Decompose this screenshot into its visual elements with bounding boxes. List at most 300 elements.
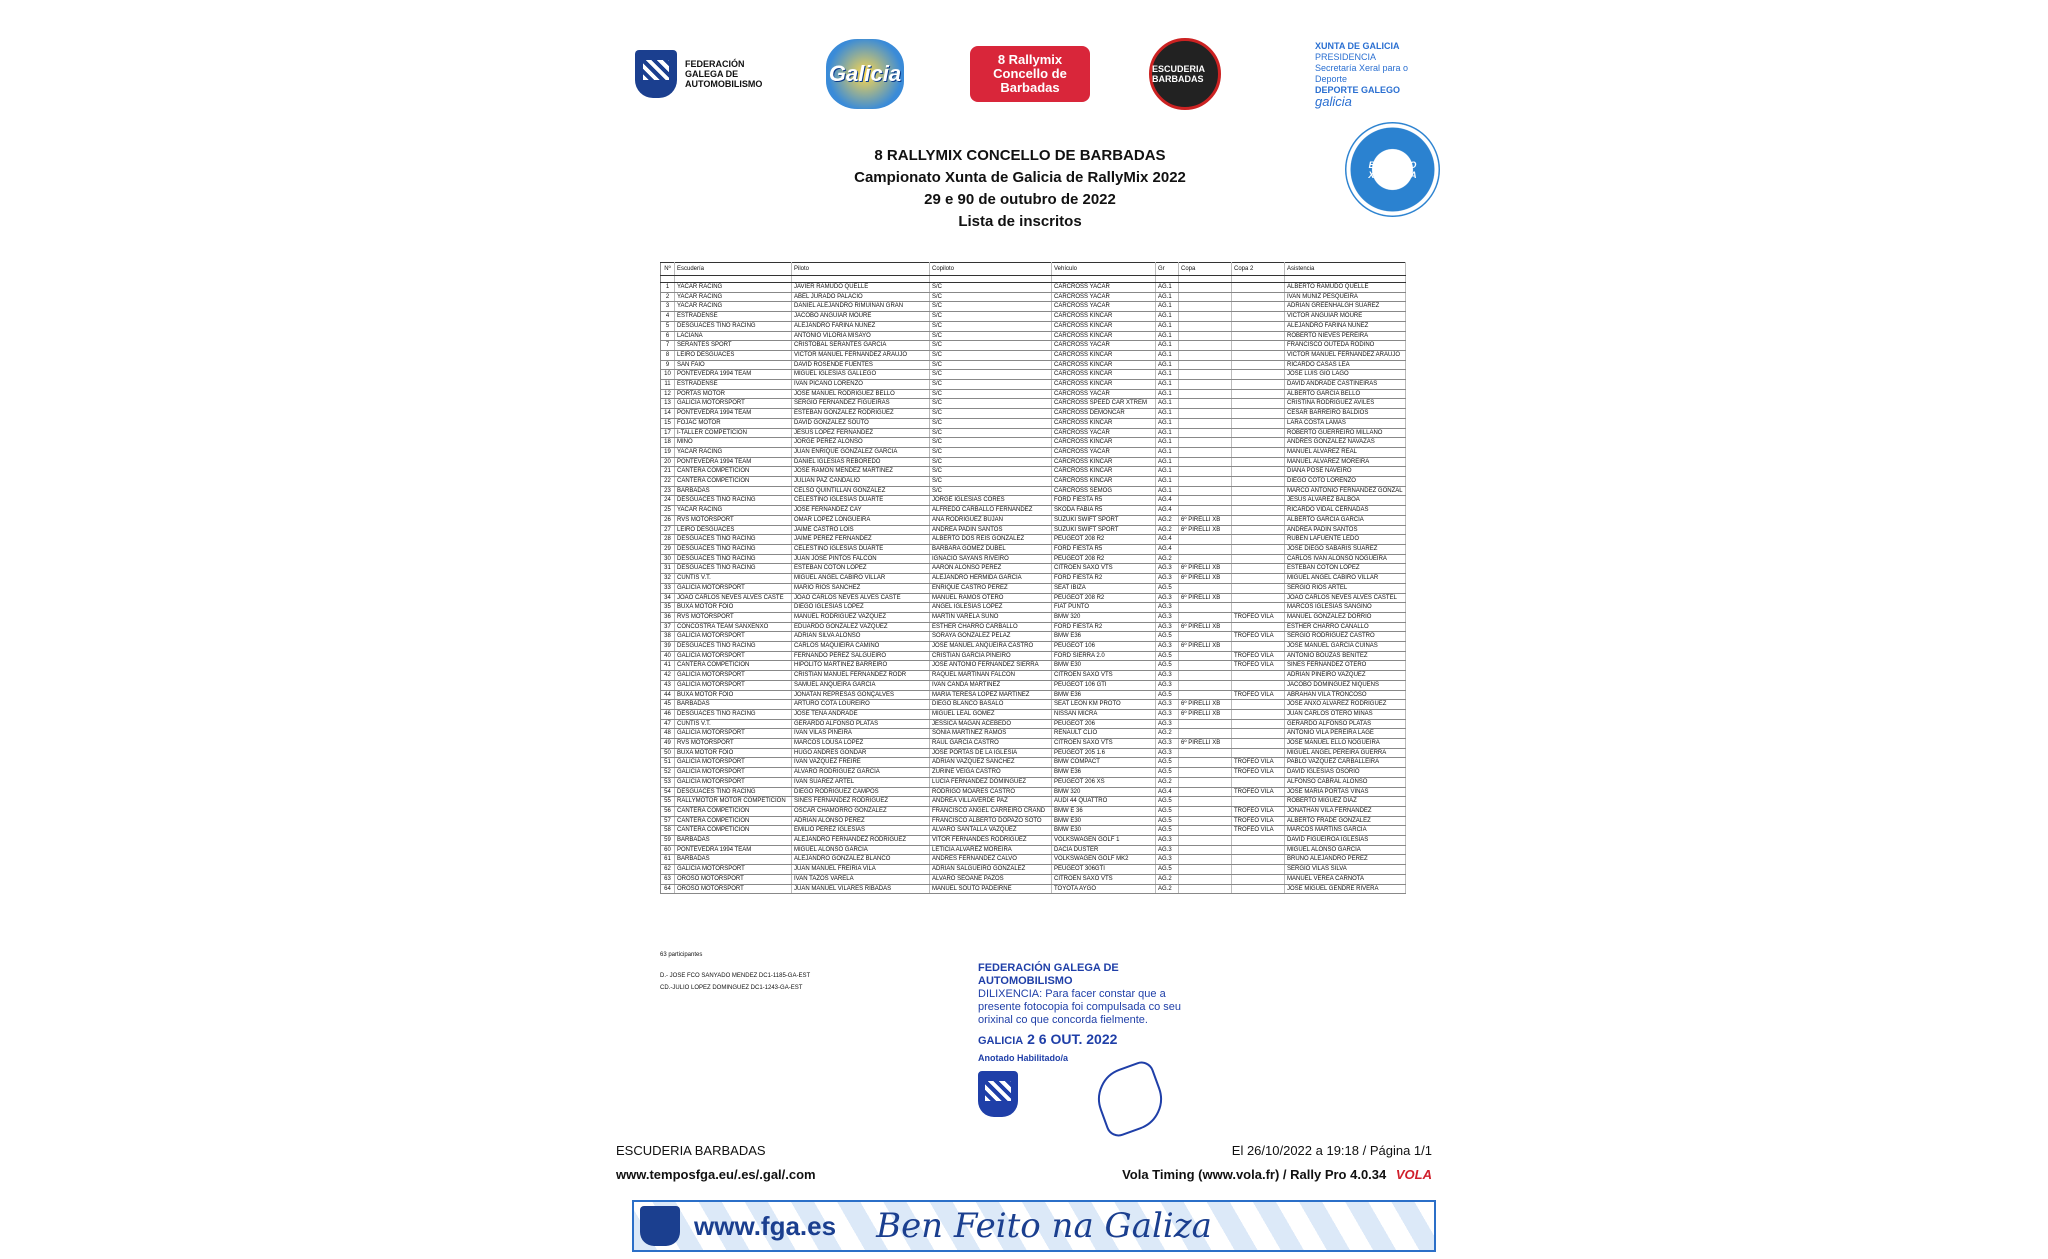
cell-asistencia: ADRIAN PIÑEIRO VAZQUEZ xyxy=(1285,671,1406,681)
cell-gr: AG.5 xyxy=(1156,583,1179,593)
table-row xyxy=(661,428,1406,438)
table-row xyxy=(661,612,1406,622)
cell-no: 3 xyxy=(661,302,675,312)
cell-vehiculo: CARCROSS KINCAR xyxy=(1052,438,1156,448)
table-row xyxy=(661,447,1406,457)
table-row xyxy=(661,884,1406,894)
cell-copiloto: S/C xyxy=(930,399,1052,409)
cell-copa2 xyxy=(1232,447,1285,457)
cell-copa xyxy=(1179,389,1232,399)
cell-vehiculo: SUZUKI SWIFT SPORT xyxy=(1052,525,1156,535)
footer-printed-date: El 26/10/2022 a 19:18 / Página 1/1 xyxy=(1231,1143,1432,1158)
cell-no: 25 xyxy=(661,506,675,516)
cell-copiloto: JOSE MANUEL ANQUEIRA CASTRO xyxy=(930,642,1052,652)
cell-asistencia: JOSE ANXO ALVAREZ RODRIGUEZ xyxy=(1285,700,1406,710)
cell-copiloto: S/C xyxy=(930,331,1052,341)
cell-copa xyxy=(1179,409,1232,419)
cell-copiloto: JOSE ANTONIO FERNANDEZ SIERRA xyxy=(930,661,1052,671)
cell-no: 44 xyxy=(661,690,675,700)
cell-copa xyxy=(1179,874,1232,884)
cell-copa: 6º PIRELLI XB xyxy=(1179,739,1232,749)
cell-no: 19 xyxy=(661,447,675,457)
cell-no: 22 xyxy=(661,477,675,487)
cell-copiloto: S/C xyxy=(930,312,1052,322)
cell-vehiculo: AUDI 44 QUATTRO xyxy=(1052,797,1156,807)
cell-no: 4 xyxy=(661,312,675,322)
cell-no: 58 xyxy=(661,826,675,836)
cell-piloto: CRISTIAN MANUEL FERNANDEZ RODR xyxy=(792,671,930,681)
cell-gr: AG.5 xyxy=(1156,865,1179,875)
cell-copa2 xyxy=(1232,564,1285,574)
cell-copiloto: S/C xyxy=(930,428,1052,438)
sponsor-logos xyxy=(625,38,1425,118)
cell-escuderia: DESGUACES TINO RACING xyxy=(675,321,792,331)
cell-gr: AG.1 xyxy=(1156,360,1179,370)
cell-copa xyxy=(1179,884,1232,894)
cell-escuderia: BARBADAS xyxy=(675,486,792,496)
cell-escuderia: ESTRADENSE xyxy=(675,380,792,390)
cell-escuderia: GALICIA MOTORSPORT xyxy=(675,399,792,409)
cell-copiloto: S/C xyxy=(930,389,1052,399)
cell-asistencia: ROBERTO MIGUEZ DIAZ xyxy=(1285,797,1406,807)
cell-escuderia: OROSO MOTORSPORT xyxy=(675,874,792,884)
header-asistencia: Asistencia xyxy=(1285,263,1406,276)
cell-asistencia: JOSE MIGUEL GENDRE RIVERA xyxy=(1285,884,1406,894)
cell-piloto: MANUEL RODRIGUEZ VAZQUEZ xyxy=(792,612,930,622)
header-no: Nº xyxy=(661,263,675,276)
cell-vehiculo: PEUGEOT 106 xyxy=(1052,642,1156,652)
cell-vehiculo: PEUGEOT 205 1.6 xyxy=(1052,748,1156,758)
cell-copa xyxy=(1179,806,1232,816)
cell-copa: 6º PIRELLI XB xyxy=(1179,700,1232,710)
table-row xyxy=(661,467,1406,477)
cell-gr: AG.1 xyxy=(1156,341,1179,351)
cell-copa: 6º PIRELLI XB xyxy=(1179,564,1232,574)
cell-copa2 xyxy=(1232,321,1285,331)
cell-copa2 xyxy=(1232,438,1285,448)
official-2: CD.-JULIO LOPEZ DOMINGUEZ DC1-1243-GA-EST xyxy=(660,985,803,991)
cell-escuderia: GALICIA MOTORSPORT xyxy=(675,865,792,875)
cell-vehiculo: CARCROSS KINCAR xyxy=(1052,331,1156,341)
table-row xyxy=(661,350,1406,360)
cell-vehiculo: CARCROSS YACAR xyxy=(1052,447,1156,457)
cell-copiloto: ZURIÑE VEIGA CASTRO xyxy=(930,768,1052,778)
cell-copa2 xyxy=(1232,855,1285,865)
event-title: 8 RALLYMIX CONCELLO DE BARBADAS xyxy=(874,147,1166,164)
cell-no: 15 xyxy=(661,418,675,428)
cell-vehiculo: CARCROSS SPEED CAR XTREM xyxy=(1052,399,1156,409)
cell-copa2 xyxy=(1232,748,1285,758)
cell-copiloto: FRANCISCO ALBERTO DOPAZO SOTO xyxy=(930,816,1052,826)
cell-copiloto: S/C xyxy=(930,292,1052,302)
cell-asistencia: JESUS ALVAREZ BALBOA xyxy=(1285,496,1406,506)
cell-gr: AG.4 xyxy=(1156,496,1179,506)
cell-no: 59 xyxy=(661,836,675,846)
cell-copiloto: S/C xyxy=(930,477,1052,487)
cell-asistencia: PABLO VAZQUEZ CARBALLEIRA xyxy=(1285,758,1406,768)
cell-piloto: MIGUEL ALONSO GARCIA xyxy=(792,845,930,855)
cell-gr: AG.3 xyxy=(1156,671,1179,681)
cell-vehiculo: CARCROSS KINCAR xyxy=(1052,418,1156,428)
cell-gr: AG.3 xyxy=(1156,709,1179,719)
cell-copa xyxy=(1179,438,1232,448)
cell-no: 9 xyxy=(661,360,675,370)
cell-copiloto: ALEJANDRO HERMIDA GARCIA xyxy=(930,574,1052,584)
cell-no: 38 xyxy=(661,632,675,642)
table-row xyxy=(661,535,1406,545)
cell-no: 5 xyxy=(661,321,675,331)
cell-gr: AG.5 xyxy=(1156,758,1179,768)
cell-piloto: MARCOS LOUSA LOPEZ xyxy=(792,739,930,749)
cell-copiloto: S/C xyxy=(930,457,1052,467)
cell-copiloto: ALVARO SANTALLA VAZQUEZ xyxy=(930,826,1052,836)
cell-copa xyxy=(1179,836,1232,846)
cell-piloto: JOSE MANUEL RODRIGUEZ BELLO xyxy=(792,389,930,399)
cell-asistencia: MARCO ANTONIO FERNANDEZ GONZAL xyxy=(1285,486,1406,496)
cell-piloto: JESUS LOPEZ FERNANDEZ xyxy=(792,428,930,438)
cell-copa xyxy=(1179,544,1232,554)
cell-copa xyxy=(1179,719,1232,729)
banner-website: www.fga.es xyxy=(694,1210,837,1241)
cell-vehiculo: CARCROSS KINCAR xyxy=(1052,360,1156,370)
cell-asistencia: MIGUEL ANGEL PEREIRA GUERRA xyxy=(1285,748,1406,758)
cell-copa2 xyxy=(1232,836,1285,846)
championship-title: Campionato Xunta de Galicia de RallyMix 2022 xyxy=(854,169,1186,186)
cell-no: 31 xyxy=(661,564,675,574)
table-row xyxy=(661,680,1406,690)
cell-asistencia: CRISTINA RODRIGUEZ AVILES xyxy=(1285,399,1406,409)
cell-copa2 xyxy=(1232,360,1285,370)
cell-vehiculo: PEUGEOT 208 R2 xyxy=(1052,554,1156,564)
cell-escuderia: GALICIA MOTORSPORT xyxy=(675,729,792,739)
cell-asistencia: JOSE MANUEL GARCIA CUIÑAS xyxy=(1285,642,1406,652)
cell-escuderia: PONTEVEDRA 1994 TEAM xyxy=(675,845,792,855)
rallymix-logo-text: 8 Rallymix Concello de Barbadas xyxy=(970,46,1090,102)
cell-piloto: ADRIAN ALONSO PEREZ xyxy=(792,816,930,826)
table-row xyxy=(661,874,1406,884)
cell-copiloto: DIEGO BLANCO BASALO xyxy=(930,700,1052,710)
cell-copa2 xyxy=(1232,680,1285,690)
cell-vehiculo: PEUGEOT 106 GTI xyxy=(1052,680,1156,690)
cell-gr: AG.1 xyxy=(1156,370,1179,380)
cell-copa xyxy=(1179,321,1232,331)
cell-copa xyxy=(1179,612,1232,622)
cell-piloto: CRISTOBAL SERANTES GARCIA xyxy=(792,341,930,351)
cell-asistencia: MANUEL ALVAREZ MOREIRA xyxy=(1285,457,1406,467)
cell-asistencia: MANUEL VEREA CARNOTA xyxy=(1285,874,1406,884)
cell-gr: AG.3 xyxy=(1156,845,1179,855)
cell-copiloto: MANUEL SOUTO PADEIRNE xyxy=(930,884,1052,894)
table-row xyxy=(661,380,1406,390)
cell-copa: 6º PIRELLI XB xyxy=(1179,515,1232,525)
cell-vehiculo: CARCROSS KINCAR xyxy=(1052,457,1156,467)
table-row xyxy=(661,729,1406,739)
cell-copa xyxy=(1179,797,1232,807)
table-row xyxy=(661,632,1406,642)
cell-copa2 xyxy=(1232,797,1285,807)
cell-gr: AG.2 xyxy=(1156,554,1179,564)
cell-asistencia: MANUEL GONZALEZ DORRIO xyxy=(1285,612,1406,622)
cell-asistencia: MARCOS IGLESIAS SANGINO xyxy=(1285,603,1406,613)
cell-piloto: JAIME PEREZ FERNANDEZ xyxy=(792,535,930,545)
cell-asistencia: ANTONIO VILA PEREIRA LAGE xyxy=(1285,729,1406,739)
cell-gr: AG.3 xyxy=(1156,748,1179,758)
cell-copiloto: IVAN CANDA MARTINEZ xyxy=(930,680,1052,690)
cell-copa2 xyxy=(1232,642,1285,652)
cell-asistencia: SERGIO RODRIGUEZ CASTRO xyxy=(1285,632,1406,642)
table-row xyxy=(661,690,1406,700)
cell-vehiculo: CITROEN SAXO VTS xyxy=(1052,671,1156,681)
cell-copa2 xyxy=(1232,350,1285,360)
cell-copa2 xyxy=(1232,525,1285,535)
cell-copa xyxy=(1179,302,1232,312)
table-spacer-row xyxy=(661,276,1406,283)
cell-asistencia: FRANCISCO OUTEDA RODIÑO xyxy=(1285,341,1406,351)
cell-asistencia: ALBERTO FRADE GONZALEZ xyxy=(1285,816,1406,826)
cell-gr: AG.2 xyxy=(1156,515,1179,525)
event-dates: 29 e 90 de outubro de 2022 xyxy=(924,191,1116,208)
cell-gr: AG.4 xyxy=(1156,787,1179,797)
cell-copa xyxy=(1179,855,1232,865)
cell-copa2 xyxy=(1232,399,1285,409)
cell-piloto: OMAR LOPEZ LONGUEIRA xyxy=(792,515,930,525)
cell-vehiculo: FORD SIERRA 2.0 xyxy=(1052,651,1156,661)
table-row xyxy=(661,661,1406,671)
cell-escuderia: ESTRADENSE xyxy=(675,312,792,322)
cell-escuderia: DESGUACES TINO RACING xyxy=(675,496,792,506)
footer-organizer: ESCUDERIA BARBADAS xyxy=(616,1143,766,1158)
cell-piloto: ANTONIO VILORIA MISAYO xyxy=(792,331,930,341)
cell-copiloto: FRANCISCO ANGEL CARREIRO CRAND xyxy=(930,806,1052,816)
cell-copa: 6º PIRELLI XB xyxy=(1179,622,1232,632)
cell-vehiculo: PEUGEOT 206 xyxy=(1052,719,1156,729)
cell-gr: AG.1 xyxy=(1156,283,1179,293)
table-row xyxy=(661,777,1406,787)
cell-copiloto: S/C xyxy=(930,341,1052,351)
cell-escuderia: SAN FAIO xyxy=(675,360,792,370)
cell-no: 34 xyxy=(661,593,675,603)
table-row xyxy=(661,651,1406,661)
cell-vehiculo: BMW E36 xyxy=(1052,632,1156,642)
cell-gr: AG.1 xyxy=(1156,389,1179,399)
cell-piloto: DANIEL IGLESIAS REBOREDO xyxy=(792,457,930,467)
cell-copa xyxy=(1179,680,1232,690)
header-copa: Copa xyxy=(1179,263,1232,276)
cell-no: 26 xyxy=(661,515,675,525)
cell-no: 43 xyxy=(661,680,675,690)
table-row xyxy=(661,283,1406,293)
table-row xyxy=(661,826,1406,836)
cell-copa2: TROFEO VILA xyxy=(1232,768,1285,778)
table-row xyxy=(661,768,1406,778)
cell-escuderia: DESGUACES TINO RACING xyxy=(675,709,792,719)
cell-asistencia: ANDRES GONZALEZ NAVAZAS xyxy=(1285,438,1406,448)
table-row xyxy=(661,399,1406,409)
cell-copa2: TROFEO VILA xyxy=(1232,787,1285,797)
cell-piloto: SAMUEL ANQUEIRA GARCIA xyxy=(792,680,930,690)
cell-no: 20 xyxy=(661,457,675,467)
cell-copa xyxy=(1179,671,1232,681)
cell-vehiculo: CARCROSS YACAR xyxy=(1052,341,1156,351)
cell-no: 30 xyxy=(661,554,675,564)
cell-no: 49 xyxy=(661,739,675,749)
cell-no: 61 xyxy=(661,855,675,865)
cell-copa2: TROFEO VILA xyxy=(1232,816,1285,826)
cell-gr: AG.3 xyxy=(1156,680,1179,690)
cell-copa xyxy=(1179,380,1232,390)
cell-vehiculo: FIAT PUNTO xyxy=(1052,603,1156,613)
cell-vehiculo: PEUGEOT 206 XS xyxy=(1052,777,1156,787)
cell-piloto: DAVID ROSENDE FUENTES xyxy=(792,360,930,370)
cell-no: 29 xyxy=(661,544,675,554)
cell-gr: AG.2 xyxy=(1156,729,1179,739)
cell-asistencia: SERGIO VILAS SILVA xyxy=(1285,865,1406,875)
cell-vehiculo: SUZUKI SWIFT SPORT xyxy=(1052,515,1156,525)
cell-copa xyxy=(1179,312,1232,322)
cell-escuderia: I-TALLER COMPETICION xyxy=(675,428,792,438)
cell-vehiculo: BMW 320 xyxy=(1052,612,1156,622)
cell-copiloto: S/C xyxy=(930,360,1052,370)
xunta-logo-sub3: DEPORTE GALEGO xyxy=(1315,85,1401,95)
cell-copiloto: MARIA TERESA LOPEZ MARTINEZ xyxy=(930,690,1052,700)
cell-asistencia: ANTONIO BOUZAS BENITEZ xyxy=(1285,651,1406,661)
table-row xyxy=(661,865,1406,875)
cell-no: 37 xyxy=(661,622,675,632)
cell-asistencia: ESTEBAN COTON LOPEZ xyxy=(1285,564,1406,574)
cell-asistencia: IVAN MUÑIZ PESQUEIRA xyxy=(1285,292,1406,302)
cell-no: 64 xyxy=(661,884,675,894)
table-row xyxy=(661,506,1406,516)
cell-piloto: ALEJANDRO FERNANDEZ RODRIGUEZ xyxy=(792,836,930,846)
cell-no: 6 xyxy=(661,331,675,341)
stamp-place: GALICIA xyxy=(978,1035,1024,1047)
cell-gr: AG.3 xyxy=(1156,700,1179,710)
cell-piloto: CELSO QUINTILLAN GONZALEZ xyxy=(792,486,930,496)
cell-vehiculo: BMW E30 xyxy=(1052,661,1156,671)
cell-vehiculo: CARCROSS DEMONCAR xyxy=(1052,409,1156,419)
cell-gr: AG.5 xyxy=(1156,768,1179,778)
cell-gr: AG.5 xyxy=(1156,826,1179,836)
cell-gr: AG.5 xyxy=(1156,797,1179,807)
cell-copa2 xyxy=(1232,486,1285,496)
cell-escuderia: CANTERA COMPETICION xyxy=(675,806,792,816)
cell-gr: AG.5 xyxy=(1156,651,1179,661)
table-row xyxy=(661,312,1406,322)
table-row xyxy=(661,709,1406,719)
cell-no: 23 xyxy=(661,486,675,496)
cell-piloto: IVAN TAZOS VARELA xyxy=(792,874,930,884)
cell-gr: AG.1 xyxy=(1156,428,1179,438)
cell-piloto: HIPOLITO MARTINEZ BARREIRO xyxy=(792,661,930,671)
cell-copiloto: S/C xyxy=(930,467,1052,477)
cell-no: 45 xyxy=(661,700,675,710)
cell-copiloto: S/C xyxy=(930,380,1052,390)
cell-escuderia: CANTERA COMPETICION xyxy=(675,477,792,487)
cell-copa2: TROFEO VILA xyxy=(1232,806,1285,816)
cell-escuderia: GALICIA MOTORSPORT xyxy=(675,583,792,593)
cell-gr: AG.3 xyxy=(1156,642,1179,652)
cell-copa xyxy=(1179,690,1232,700)
cell-copa: 6º PIRELLI XB xyxy=(1179,709,1232,719)
cell-copa2 xyxy=(1232,428,1285,438)
cell-gr: AG.1 xyxy=(1156,302,1179,312)
stamp-title: FEDERACIÓN GALEGA DE AUTOMOBILISMO xyxy=(978,962,1119,987)
rallymix-logo xyxy=(965,38,1095,110)
cell-copa2 xyxy=(1232,729,1285,739)
table-row xyxy=(661,719,1406,729)
cell-copiloto: ANDRES FERNANDEZ CALVO xyxy=(930,855,1052,865)
cell-piloto: ALVARO RODRIGUEZ GARCIA xyxy=(792,768,930,778)
cell-copiloto: JOSE PORTAS DE LA IGLESIA xyxy=(930,748,1052,758)
xunta-logo xyxy=(1315,38,1425,110)
stamp-emblem-icon xyxy=(978,1071,1018,1117)
table-row xyxy=(661,544,1406,554)
cell-gr: AG.3 xyxy=(1156,593,1179,603)
table-row xyxy=(661,554,1406,564)
cell-gr: AG.4 xyxy=(1156,535,1179,545)
cell-copa xyxy=(1179,283,1232,293)
cell-copiloto: S/C xyxy=(930,302,1052,312)
cell-asistencia: ROBERTO NIEVES PEREIRA xyxy=(1285,331,1406,341)
cell-no: 12 xyxy=(661,389,675,399)
vola-logo: VOLA xyxy=(1395,1167,1432,1182)
cell-gr: AG.1 xyxy=(1156,321,1179,331)
cell-piloto: JACOBO ANGUIAR MOURE xyxy=(792,312,930,322)
cell-vehiculo: CARCROSS YACAR xyxy=(1052,292,1156,302)
cell-asistencia: SERGIO RIOS ARTEL xyxy=(1285,583,1406,593)
cell-no: 18 xyxy=(661,438,675,448)
cell-no: 55 xyxy=(661,797,675,807)
cell-copa2 xyxy=(1232,603,1285,613)
cell-asistencia: ABRAHAN VILA TRONCOSO xyxy=(1285,690,1406,700)
cell-copa2: TROFEO VILA xyxy=(1232,612,1285,622)
cell-gr: AG.5 xyxy=(1156,661,1179,671)
cell-copiloto: LETICIA ALVAREZ MOREIRA xyxy=(930,845,1052,855)
cell-escuderia: CANTERA COMPETICION xyxy=(675,816,792,826)
cell-vehiculo: PEUGEOT 208 R2 xyxy=(1052,593,1156,603)
cell-vehiculo: VOLKSWAGEN GOLF MK2 xyxy=(1052,855,1156,865)
cell-gr: AG.1 xyxy=(1156,438,1179,448)
cell-asistencia: JOSE LUIS GIO LAGO xyxy=(1285,370,1406,380)
table-row xyxy=(661,321,1406,331)
cell-escuderia: GALICIA MOTORSPORT xyxy=(675,651,792,661)
header-gr: Gr xyxy=(1156,263,1179,276)
cell-copiloto: S/C xyxy=(930,409,1052,419)
table-row xyxy=(661,622,1406,632)
cell-piloto: ARTURO COTA LOUREIRO xyxy=(792,700,930,710)
cell-escuderia: DESGUACES TINO RACING xyxy=(675,554,792,564)
cell-no: 48 xyxy=(661,729,675,739)
table-row xyxy=(661,457,1406,467)
cell-gr: AG.1 xyxy=(1156,447,1179,457)
cell-gr: AG.1 xyxy=(1156,331,1179,341)
cell-copiloto: S/C xyxy=(930,447,1052,457)
fga-banner xyxy=(632,1200,1436,1252)
cell-copiloto: S/C xyxy=(930,370,1052,380)
cell-escuderia: RVS MOTORSPORT xyxy=(675,739,792,749)
cell-no: 27 xyxy=(661,525,675,535)
cell-asistencia: DIEGO COTO LORENZO xyxy=(1285,477,1406,487)
cell-piloto: DAVID GONZALEZ SOUTO xyxy=(792,418,930,428)
cell-no: 62 xyxy=(661,865,675,875)
ben-feito-seal xyxy=(1345,122,1440,217)
cell-copa xyxy=(1179,496,1232,506)
footer-software: Vola Timing (www.vola.fr) / Rally Pro 4.0.34 xyxy=(1122,1167,1387,1182)
cell-copa: 6º PIRELLI XB xyxy=(1179,593,1232,603)
cell-copiloto: ANDREA VILLAVERDE PAZ xyxy=(930,797,1052,807)
cell-vehiculo: CARCROSS KINCAR xyxy=(1052,380,1156,390)
escuderia-logo-text: ESCUDERIA BARBADAS xyxy=(1149,38,1221,110)
